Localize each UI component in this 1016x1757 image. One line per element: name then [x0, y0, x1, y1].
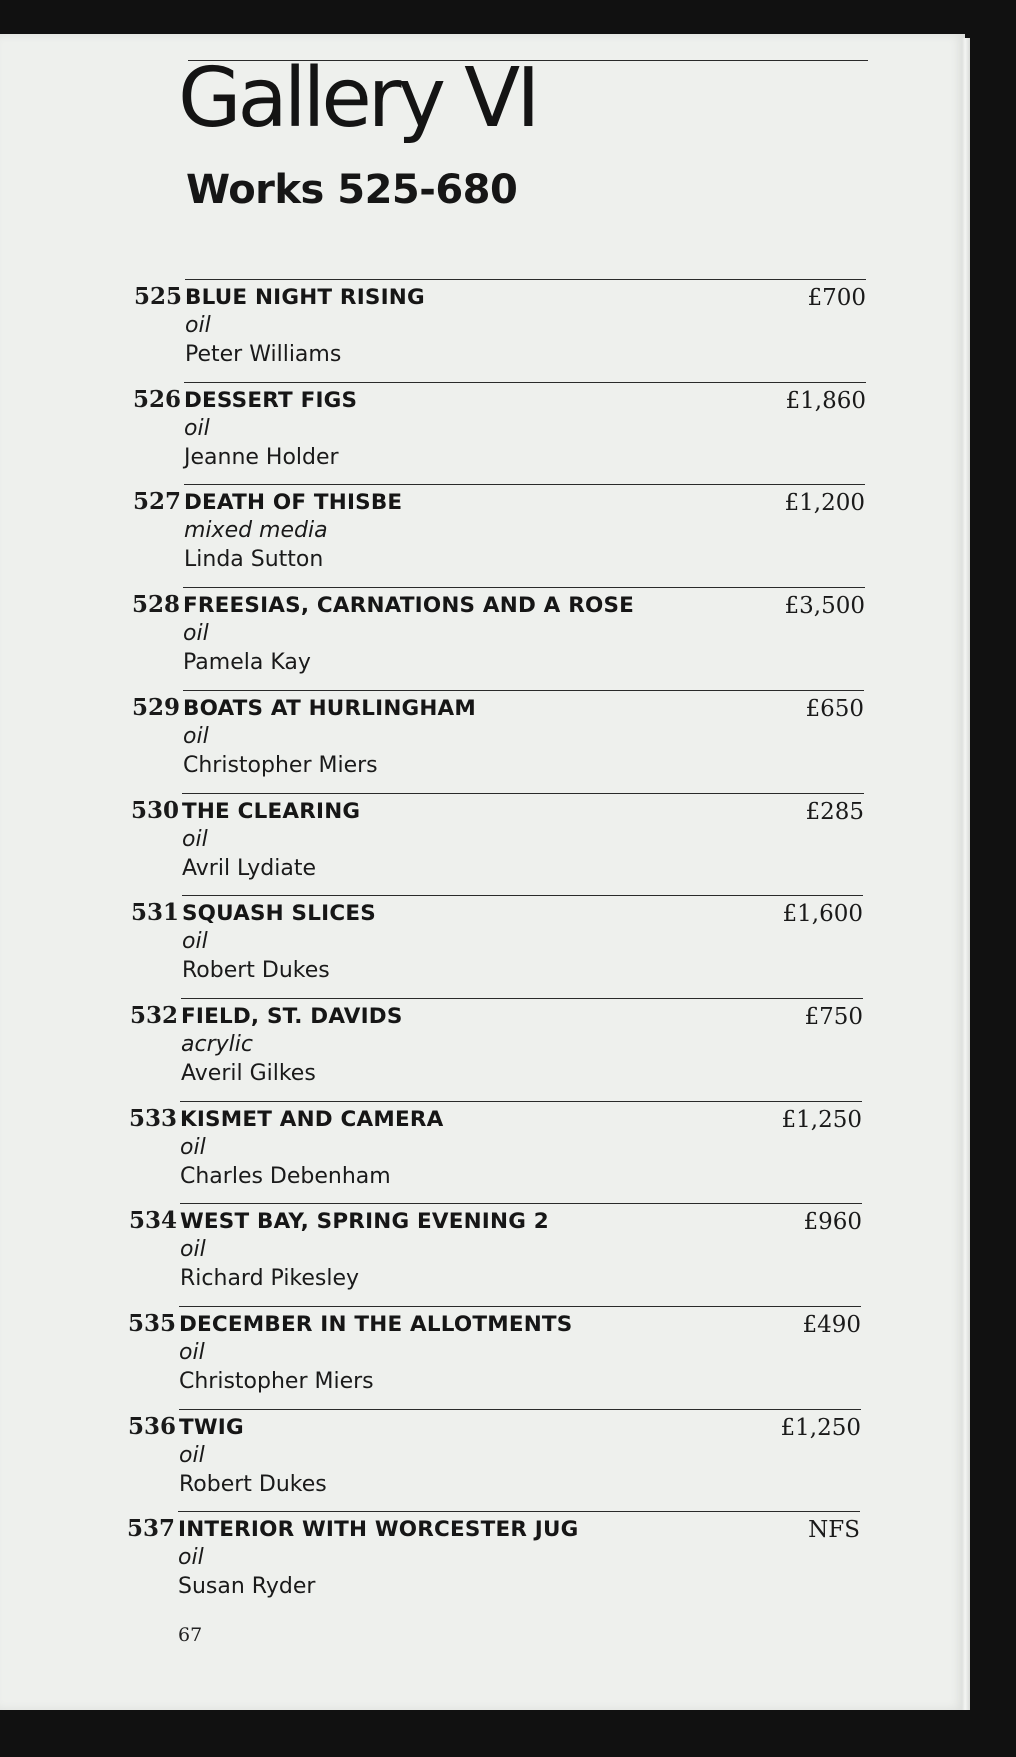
entry-number: 530: [131, 797, 180, 824]
entry-number: 537: [127, 1515, 176, 1542]
catalogue-entry: [0, 279, 960, 379]
entry-artist: Robert Dukes: [179, 1472, 327, 1497]
entry-artist: Peter Williams: [185, 342, 342, 367]
entry-number: 527: [133, 488, 182, 515]
entry-title: DESSERT FIGS: [184, 388, 358, 413]
entry-number: 532: [130, 1002, 179, 1029]
entry-price: £1,860: [785, 388, 866, 414]
page-edge: [962, 38, 970, 1710]
catalogue-entry: [0, 793, 960, 893]
entry-price: £960: [803, 1209, 862, 1235]
works-range-subtitle: Works 525-680: [186, 167, 518, 213]
catalogue-entry: [0, 484, 960, 584]
entry-medium: oil: [179, 1340, 205, 1365]
entry-medium: mixed media: [184, 518, 328, 543]
entry-price: £3,500: [784, 593, 865, 619]
entry-medium: oil: [182, 929, 208, 954]
entry-medium: oil: [178, 1545, 204, 1570]
gallery-title: Gallery VI: [178, 51, 537, 146]
entry-title: SQUASH SLICES: [182, 901, 376, 926]
entry-number: 533: [129, 1105, 178, 1132]
entry-price: £1,200: [784, 490, 865, 516]
entry-title: DEATH OF THISBE: [184, 490, 403, 515]
entry-title: WEST BAY, SPRING EVENING 2: [180, 1209, 549, 1234]
entry-artist: Charles Debenham: [180, 1164, 391, 1189]
entry-medium: oil: [182, 827, 208, 852]
entry-price: £285: [805, 799, 864, 825]
entry-price: £1,600: [782, 901, 863, 927]
entry-price: NFS: [808, 1517, 860, 1543]
entry-artist: Susan Ryder: [178, 1574, 316, 1599]
catalogue-entry: [0, 1306, 960, 1406]
entry-artist: Christopher Miers: [179, 1369, 374, 1394]
entry-number: 536: [128, 1413, 177, 1440]
entry-price: £1,250: [780, 1415, 861, 1441]
catalogue-entry: [0, 1511, 960, 1611]
catalogue-entry: [0, 998, 960, 1098]
entry-medium: acrylic: [181, 1032, 253, 1057]
entry-artist: Avril Lydiate: [182, 856, 317, 881]
catalogue-entry: [0, 1409, 960, 1509]
entry-artist: Richard Pikesley: [180, 1266, 360, 1291]
entry-price: £1,250: [781, 1107, 862, 1133]
catalogue-entry: [0, 690, 960, 790]
entry-title: FIELD, ST. DAVIDS: [181, 1004, 403, 1029]
entry-medium: oil: [183, 724, 209, 749]
entry-number: 526: [133, 386, 182, 413]
entry-medium: oil: [179, 1443, 205, 1468]
catalogue-entry: [0, 1203, 960, 1303]
entry-medium: oil: [180, 1135, 206, 1160]
entry-title: THE CLEARING: [182, 799, 361, 824]
entry-number: 535: [128, 1310, 177, 1337]
entry-number: 531: [131, 899, 180, 926]
entry-medium: oil: [180, 1237, 206, 1262]
entry-title: INTERIOR WITH WORCESTER JUG: [178, 1517, 579, 1542]
entry-medium: oil: [185, 313, 211, 338]
entry-title: BOATS AT HURLINGHAM: [183, 696, 476, 721]
entry-number: 528: [132, 591, 181, 618]
entry-artist: Linda Sutton: [184, 547, 324, 572]
entry-title: DECEMBER IN THE ALLOTMENTS: [179, 1312, 573, 1337]
entry-medium: oil: [184, 416, 210, 441]
entry-number: 529: [132, 694, 181, 721]
entry-title: KISMET AND CAMERA: [180, 1107, 444, 1132]
catalogue-entry: [0, 895, 960, 995]
entry-title: TWIG: [179, 1415, 244, 1440]
entry-title: FREESIAS, CARNATIONS AND A ROSE: [183, 593, 635, 618]
entry-artist: Robert Dukes: [182, 958, 330, 983]
entry-price: £650: [805, 696, 864, 722]
entry-artist: Averil Gilkes: [181, 1061, 316, 1086]
page-number: 67: [178, 1624, 203, 1646]
entry-price: £490: [802, 1312, 861, 1338]
catalogue-entry: [0, 1101, 960, 1201]
entry-artist: Pamela Kay: [183, 650, 311, 675]
entry-number: 534: [129, 1207, 178, 1234]
entry-number: 525: [134, 283, 183, 310]
entry-price: £700: [807, 285, 866, 311]
entry-price: £750: [804, 1004, 863, 1030]
entry-title: BLUE NIGHT RISING: [185, 285, 425, 310]
entry-medium: oil: [183, 621, 209, 646]
catalogue-entry: [0, 587, 960, 687]
entry-artist: Jeanne Holder: [184, 445, 339, 470]
entry-artist: Christopher Miers: [183, 753, 378, 778]
catalogue-entry: [0, 382, 960, 482]
